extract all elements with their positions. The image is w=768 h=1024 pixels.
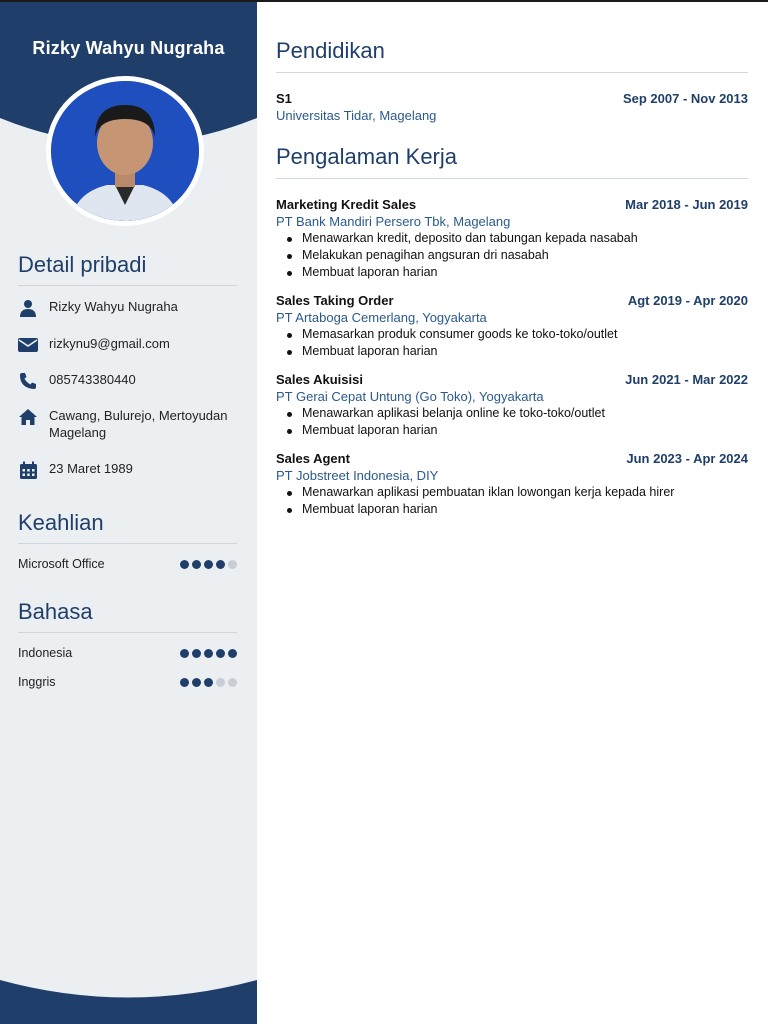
entry-title: S1 bbox=[276, 91, 292, 106]
detail-phone[interactable]: 085743380440 bbox=[49, 372, 136, 387]
entry-organization: PT Artaboga Cemerlang, Yogyakarta bbox=[276, 310, 487, 325]
bullet-item: Menawarkan kredit, deposito dan tabungan kepada nasabah bbox=[302, 230, 748, 247]
rating-dot bbox=[180, 649, 189, 658]
detail-name: Rizky Wahyu Nugraha bbox=[49, 299, 178, 314]
language-row bbox=[18, 675, 237, 689]
rating-dot bbox=[192, 560, 201, 569]
experience-entry bbox=[276, 372, 748, 439]
entry-bullets bbox=[276, 230, 748, 281]
divider bbox=[276, 178, 748, 179]
detail-birthdate-row bbox=[18, 460, 243, 480]
phone-icon bbox=[18, 371, 38, 391]
home-icon bbox=[18, 407, 38, 427]
detail-address-row bbox=[18, 407, 243, 441]
detail-name-row bbox=[18, 298, 243, 318]
experience-entry bbox=[276, 451, 748, 518]
skills-section-title: Keahlian bbox=[18, 510, 104, 535]
education-section-title: Pendidikan bbox=[276, 38, 385, 63]
rating-dot bbox=[216, 678, 225, 687]
bullet-item: Melakukan penagihan angsuran dri nasabah bbox=[302, 247, 748, 264]
divider bbox=[18, 632, 237, 633]
rating-dot bbox=[204, 678, 213, 687]
skill-rating bbox=[180, 560, 237, 569]
entry-date: Mar 2018 - Jun 2019 bbox=[625, 197, 748, 212]
entry-organization: PT Jobstreet Indonesia, DIY bbox=[276, 468, 439, 483]
entry-date: Jun 2021 - Mar 2022 bbox=[625, 372, 748, 387]
entry-date: Sep 2007 - Nov 2013 bbox=[622, 91, 748, 106]
rating-dot bbox=[180, 678, 189, 687]
bullet-item: Membuat laporan harian bbox=[302, 264, 748, 281]
languages-section-title: Bahasa bbox=[18, 599, 93, 624]
language-row bbox=[18, 646, 237, 660]
entry-date: Jun 2023 - Apr 2024 bbox=[626, 451, 748, 466]
envelope-icon bbox=[18, 335, 38, 355]
detail-section-title: Detail pribadi bbox=[18, 252, 147, 277]
rating-dot bbox=[192, 678, 201, 687]
language-label: Inggris bbox=[18, 675, 56, 689]
entry-date: Agt 2019 - Apr 2020 bbox=[627, 293, 748, 308]
bullet-item: Menawarkan aplikasi pembuatan iklan lowongan kerja kepada hirer bbox=[302, 484, 748, 501]
entry-title: Sales Akuisisi bbox=[276, 372, 363, 387]
rating-dot bbox=[228, 560, 237, 569]
profile-name: Rizky Wahyu Nugraha bbox=[32, 38, 225, 58]
rating-dot bbox=[216, 649, 225, 658]
skill-row bbox=[18, 557, 237, 571]
entry-organization: Universitas Tidar, Magelang bbox=[276, 108, 437, 123]
skill-label: Microsoft Office bbox=[18, 557, 105, 571]
experience-entry bbox=[276, 197, 748, 281]
entry-bullets bbox=[276, 405, 748, 439]
user-icon bbox=[18, 298, 38, 318]
detail-email-row bbox=[18, 335, 243, 355]
experience-section-title: Pengalaman Kerja bbox=[276, 144, 458, 169]
rating-dot bbox=[192, 649, 201, 658]
entry-organization: PT Bank Mandiri Persero Tbk, Magelang bbox=[276, 214, 511, 229]
language-rating bbox=[180, 678, 237, 687]
entry-bullets bbox=[276, 484, 748, 518]
divider bbox=[276, 72, 748, 73]
profile-photo bbox=[46, 76, 204, 226]
entry-organization: PT Gerai Cepat Untung (Go Toko), Yogyakarta bbox=[276, 389, 544, 404]
detail-email[interactable]: rizkynu9@gmail.com bbox=[49, 336, 170, 351]
entry-title: Sales Taking Order bbox=[276, 293, 394, 308]
rating-dot bbox=[228, 678, 237, 687]
language-label: Indonesia bbox=[18, 646, 73, 660]
rating-dot bbox=[204, 560, 213, 569]
rating-dot bbox=[216, 560, 225, 569]
calendar-icon bbox=[18, 460, 38, 480]
education-entry bbox=[276, 91, 748, 124]
sidebar bbox=[0, 0, 257, 1024]
bullet-item: Membuat laporan harian bbox=[302, 422, 748, 439]
rating-dot bbox=[180, 560, 189, 569]
entry-title: Marketing Kredit Sales bbox=[276, 197, 417, 212]
entry-title: Sales Agent bbox=[276, 451, 350, 466]
detail-address: Cawang, Bulurejo, Mertoyudan Magelang bbox=[49, 408, 228, 440]
bullet-item: Membuat laporan harian bbox=[302, 343, 748, 360]
entry-bullets bbox=[276, 326, 748, 360]
bullet-item: Membuat laporan harian bbox=[302, 501, 748, 518]
bullet-item: Memasarkan produk consumer goods ke toko-toko/outlet bbox=[302, 326, 748, 343]
divider bbox=[18, 285, 237, 286]
top-border bbox=[0, 0, 768, 2]
experience-entry bbox=[276, 293, 748, 360]
divider bbox=[18, 543, 237, 544]
detail-phone-row bbox=[18, 371, 243, 391]
language-rating bbox=[180, 649, 237, 658]
detail-birthdate: 23 Maret 1989 bbox=[49, 461, 133, 476]
rating-dot bbox=[204, 649, 213, 658]
bullet-item: Menawarkan aplikasi belanja online ke toko-toko/outlet bbox=[302, 405, 748, 422]
rating-dot bbox=[228, 649, 237, 658]
